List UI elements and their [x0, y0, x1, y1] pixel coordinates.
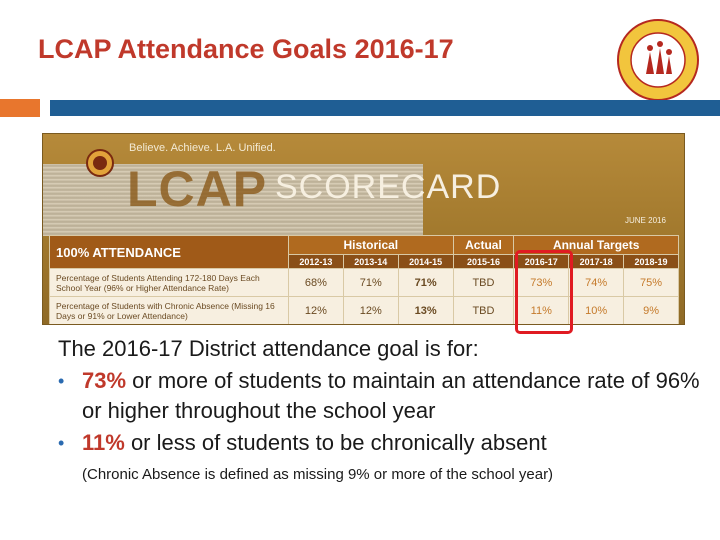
- year-header: 2014-15: [398, 255, 453, 269]
- table-cell: TBD: [453, 297, 514, 325]
- table-cell: 68%: [289, 269, 344, 297]
- row-description: Percentage of Students Attending 172-180 Days Each School Year (96% or Higher Attendance Rate): [50, 269, 289, 297]
- attendance-table: [49, 235, 679, 325]
- goal-text: or more of students to maintain an attendance rate of 96% or higher throughout the school year: [82, 368, 700, 423]
- year-header: 2018-19: [624, 255, 679, 269]
- table-row: [50, 297, 679, 325]
- year-header: 2016-17: [514, 255, 569, 269]
- table-cell: 10%: [569, 297, 624, 325]
- section-header: 100% ATTENDANCE: [50, 236, 289, 269]
- row-description: Percentage of Students with Chronic Absence (Missing 16 Days or 91% or Lower Attendance): [50, 297, 289, 325]
- table-cell: 74%: [569, 269, 624, 297]
- target-year-highlight: [515, 250, 573, 334]
- table-cell: 73%: [514, 269, 569, 297]
- table-cell: 9%: [624, 297, 679, 325]
- group-targets: Annual Targets: [514, 236, 679, 255]
- year-header: 2012-13: [289, 255, 344, 269]
- accent-bar-blue: [50, 100, 720, 116]
- scorecard-heading-word: SCORECARD: [275, 168, 502, 206]
- scorecard-lcap-word: LCAP: [127, 161, 268, 217]
- year-header: 2015-16: [453, 255, 514, 269]
- lcap-scorecard-image: [42, 133, 685, 325]
- scorecard-tagline: Believe. Achieve. L.A. Unified.: [129, 142, 276, 154]
- definition-note: (Chronic Absence is defined as missing 9% or more of the school year): [82, 466, 554, 483]
- goal-percent: 11%: [82, 430, 125, 455]
- scorecard-date: JUNE 2016: [625, 216, 666, 225]
- bullet-icon: •: [58, 371, 65, 391]
- group-actual: Actual: [453, 236, 514, 255]
- table-cell: 71%: [398, 269, 453, 297]
- scorecard-seal-icon: [85, 148, 115, 178]
- accent-bar-orange: [0, 99, 40, 117]
- slide-body: [58, 334, 708, 483]
- goal-bullet: [58, 428, 708, 458]
- goal-percent: 73%: [82, 368, 127, 393]
- table-cell: 13%: [398, 297, 453, 325]
- goal-bullet: [58, 366, 708, 426]
- slide-title: LCAP Attendance Goals 2016-17: [38, 34, 454, 64]
- table-cell: 75%: [624, 269, 679, 297]
- group-historical: Historical: [289, 236, 454, 255]
- table-cell: 12%: [289, 297, 344, 325]
- table-row: [50, 269, 679, 297]
- year-header: 2017-18: [569, 255, 624, 269]
- table-cell: 12%: [343, 297, 398, 325]
- table-cell: 11%: [514, 297, 569, 325]
- year-header: 2013-14: [343, 255, 398, 269]
- bullet-icon: •: [58, 433, 65, 453]
- goal-text: or less of students to be chronically absent: [124, 430, 547, 455]
- table-cell: 71%: [343, 269, 398, 297]
- table-cell: TBD: [453, 269, 514, 297]
- district-seal-logo: [616, 18, 700, 102]
- goal-intro: The 2016-17 District attendance goal is for:: [58, 336, 479, 361]
